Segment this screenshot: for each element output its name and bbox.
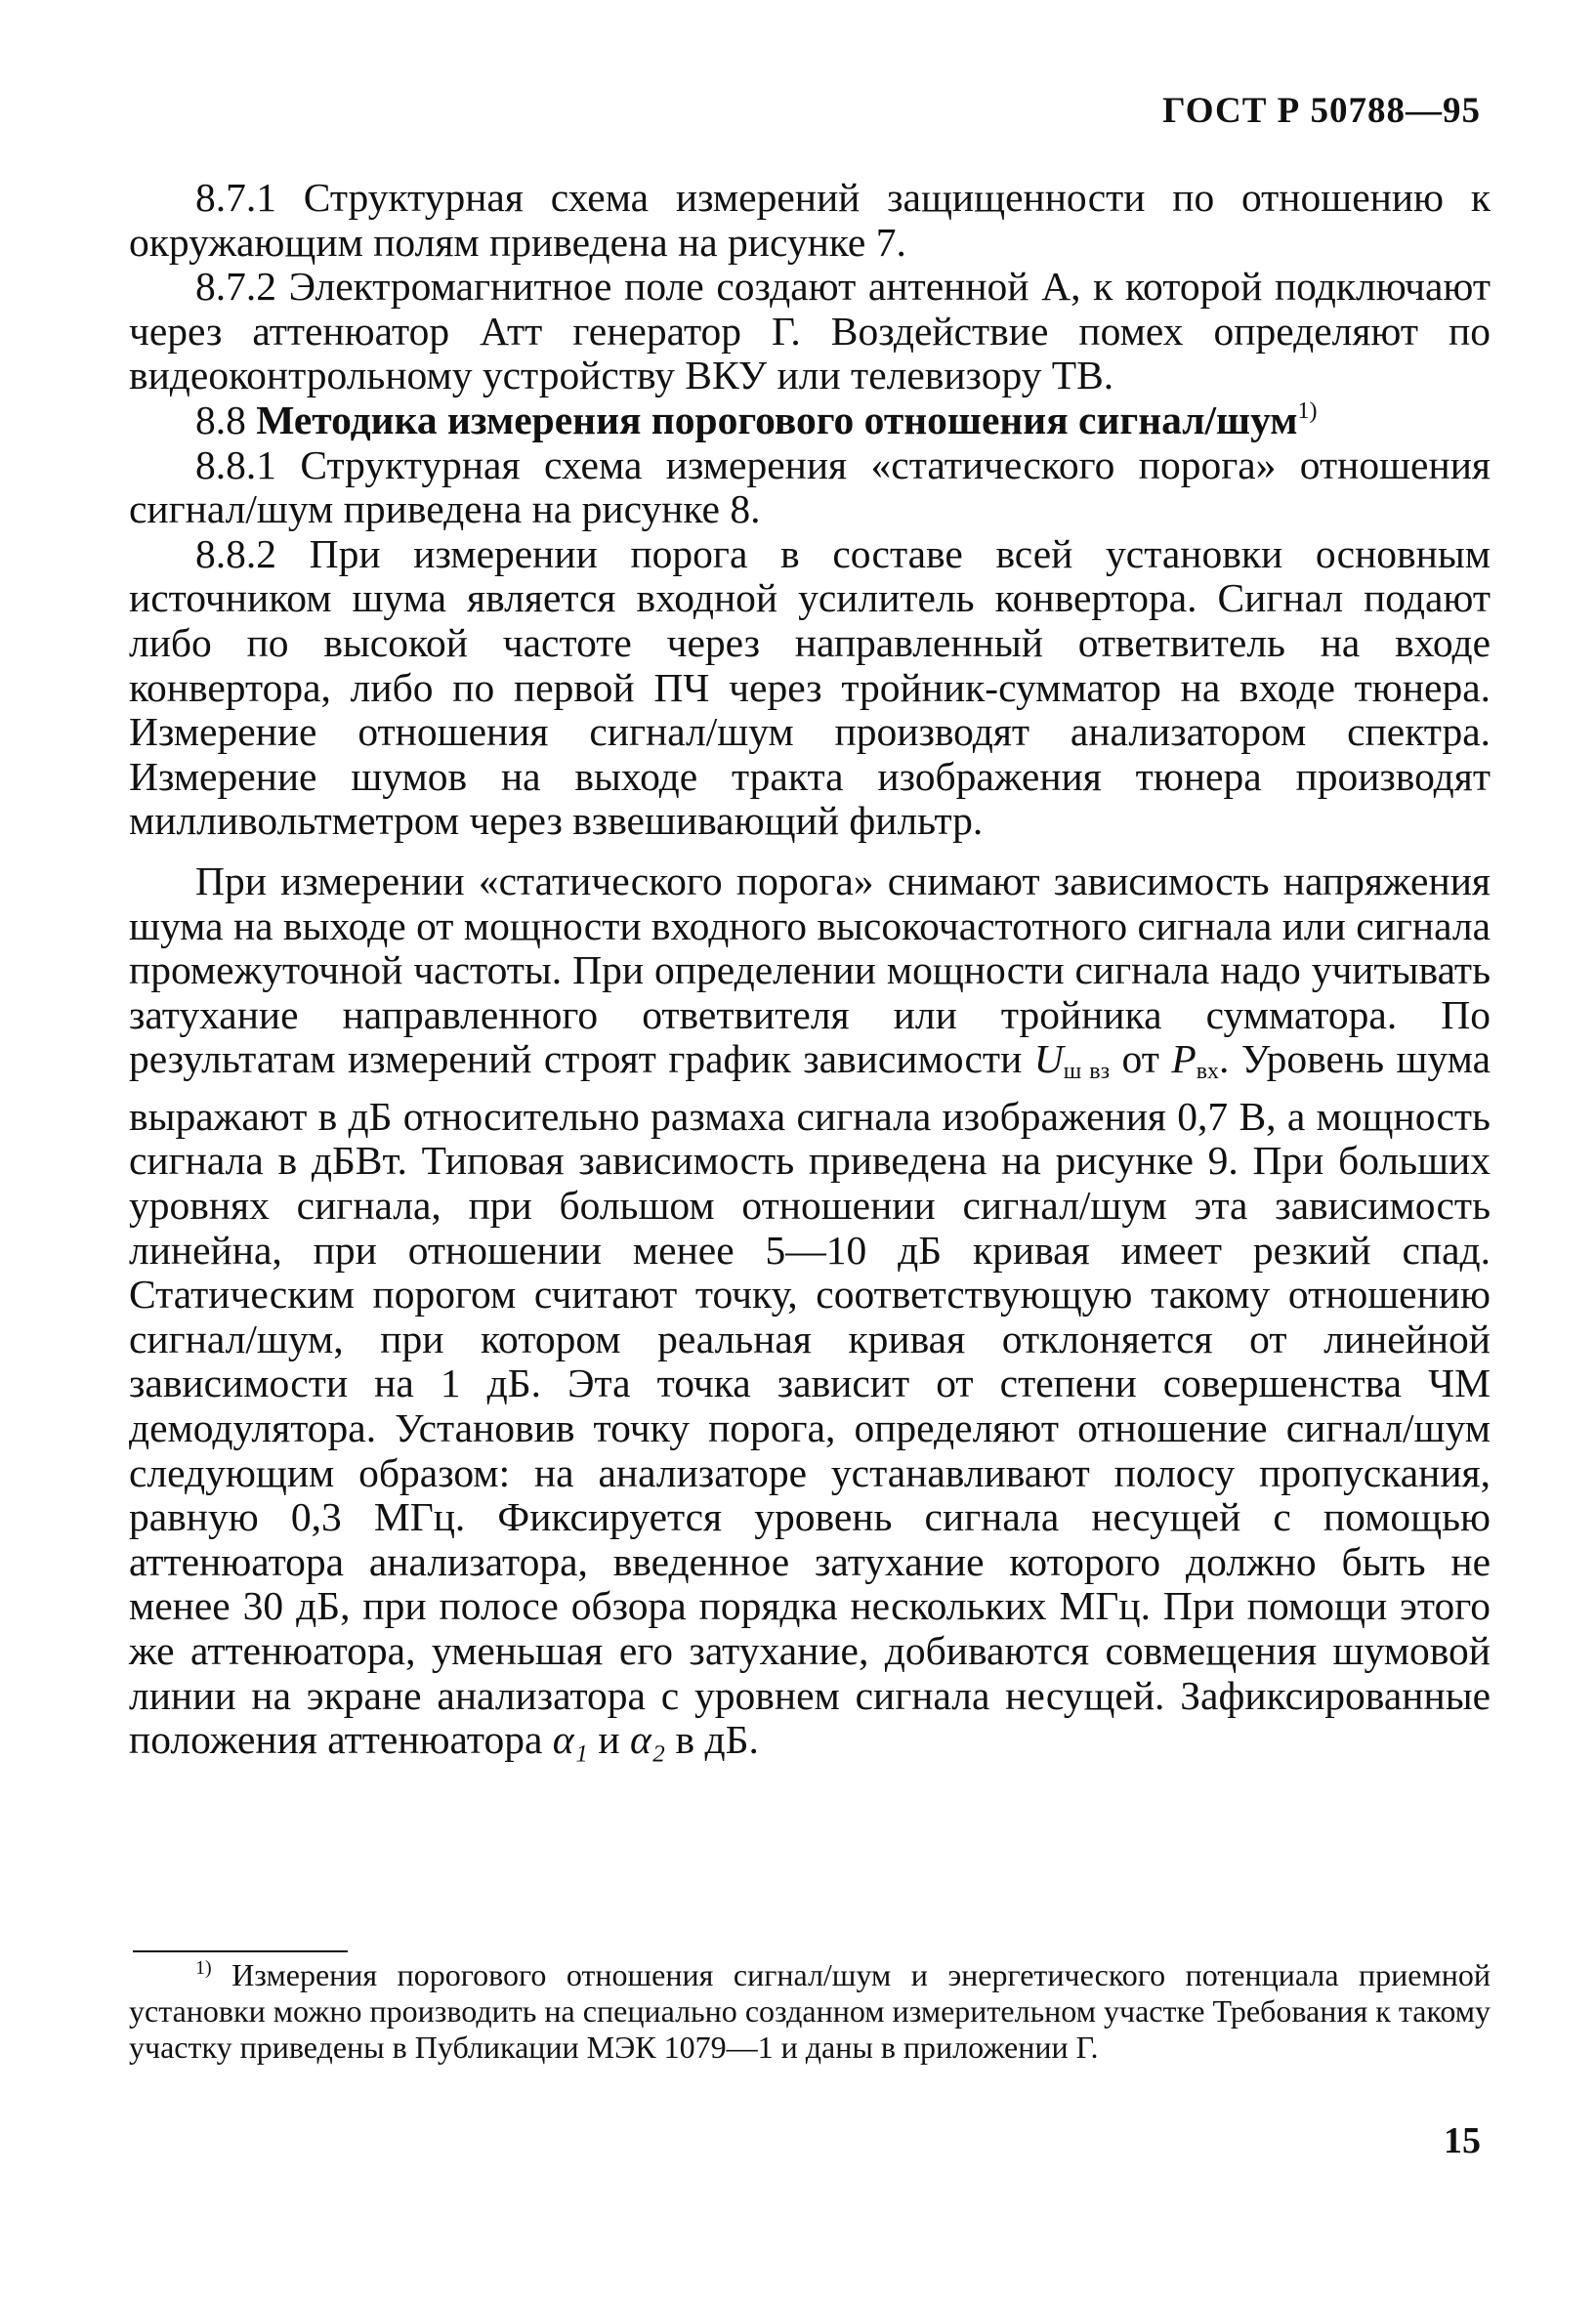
footnote-divider — [133, 1950, 348, 1952]
section-title: Методика измерения порогового отношения сигнал/шум — [245, 397, 1298, 442]
clause-number: 8.8.1 — [195, 441, 276, 487]
footnote-body: Измерения порогового отношения сигнал/шум и энергетического потенциала приемной установки можно производить на специально созданном измерительном участке Требования к такому участку приведены в Публикации МЭК 1079—1 и даны в приложении Г. — [129, 1957, 1491, 2065]
alpha1-symbol: α₁ — [552, 1717, 588, 1763]
u-symbol: U — [1033, 1036, 1064, 1082]
text-run: При измерении «статического порога» снимают зависимость напряжения шума на выходе от мощности входного высокочастотного сигнала или сигнала промежуточной частоты. При определении мощности сигнала надо учитывать затухание направленного ответвителя или тройника сумматора. По результатам измерений строят график зависимости — [129, 858, 1491, 1082]
text-run: . Уровень шума выражают в дБ относительно размаха сигнала изображения 0,7 В, а мощность сигнала в дБВт. Типовая зависимость приведена на рисунке 9. При больших уровнях сигнала, при большом отношении сигнал/шум эта зависимость линейна, при отношении менее 5—10 дБ кривая имеет резкий спад. Статическим порогом считают точку, соответствующую такому отношению сигнал/шум, при котором реальная кривая отклоняется от линейной зависимости на 1 дБ. Эта точка зависит от степени совершенства ЧМ демодулятора. Установив точку порога, определяют отношение сигнал/шум следующим образом: на анализаторе устанавливают полосу пропускания, равную 0,3 МГц. Фиксируется уровень сигнала несущей с помощью аттенюатора анализатора, введенное затухание которого должно быть не менее 30 дБ, при полосе обзора порядка нескольких МГц. При помощи этого же аттенюатора, уменьшая его затухание, добиваются совмещения шумовой линии на экране анализатора с уровнем сигнала несущей. Зафиксированные положения аттенюатора — [129, 1036, 1491, 1763]
paragraph-8-8-1 — [129, 443, 1491, 532]
document-code-header: ГОСТ Р 50788—95 — [1162, 91, 1481, 131]
paragraph-8-8-2 — [129, 532, 1491, 844]
clause-text: При измерении порога в составе всей установки основным источником шума является входной усилитель конвертора. Сигнал подают либо по высокой частоте через направленный ответвитель на входе конвертора, либо по первой ПЧ через тройник-сумматор на входе тюнера. Измерение отношения сигнал/шум производят анализатором спектра. Измерение шумов на выходе тракта изображения тюнера производят милливольтметром через взвешивающий фильтр. — [129, 530, 1491, 844]
text-run: от — [1110, 1036, 1172, 1082]
page-number: 15 — [1444, 2120, 1481, 2161]
footnote-mark: 1) — [195, 1957, 212, 1979]
u-subscript: ш вз — [1063, 1059, 1111, 1085]
section-heading-8-8 — [129, 398, 1491, 443]
p-symbol: P — [1171, 1036, 1197, 1082]
clause-number: 8.7.1 — [195, 175, 276, 220]
clause-text: Структурная схема измерения «статического порога» отношения сигнал/шум приведена на рисунке 8. — [129, 441, 1491, 532]
paragraph-static-threshold — [129, 859, 1491, 1763]
text-run: в дБ. — [665, 1717, 759, 1763]
footnote-text — [129, 1957, 1491, 2066]
paragraph-8-7-1 — [129, 176, 1491, 265]
alpha2-symbol: α₂ — [629, 1717, 666, 1763]
p-subscript: вх — [1196, 1059, 1220, 1085]
clause-text: Структурная схема измерений защищенности по отношению к окружающим полям приведена на рисунке 7. — [129, 175, 1491, 265]
clause-number: 8.8.2 — [195, 530, 276, 576]
paragraph-8-7-2 — [129, 265, 1491, 398]
footnote — [129, 1957, 1491, 2066]
footnote-reference: 1) — [1297, 398, 1318, 424]
clause-number: 8.7.2 — [195, 264, 276, 310]
body-text — [129, 176, 1491, 1763]
clause-text: Электромагнитное поле создают антенной А, к которой подключают через аттенюатор Атт генератор Г. Воздействие помех определяют по видеоконтрольному устройству ВКУ или телевизору ТВ. — [129, 264, 1491, 398]
text-run: и — [587, 1717, 630, 1763]
clause-number: 8.8 — [195, 397, 246, 442]
